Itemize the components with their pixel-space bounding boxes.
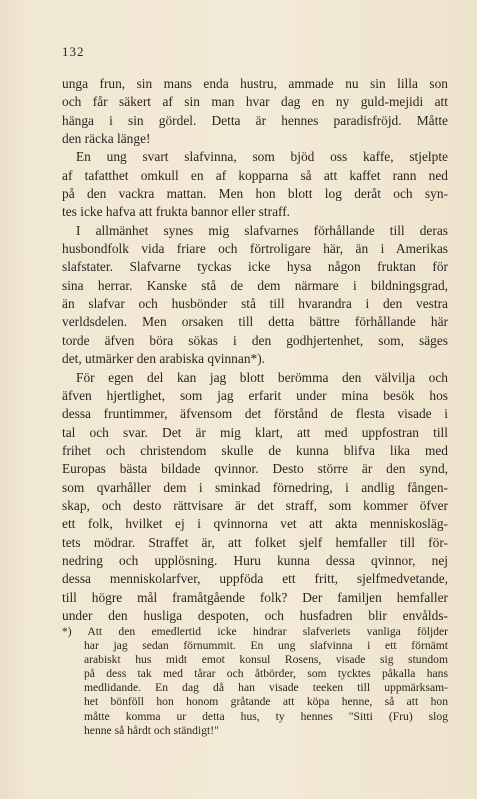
text-line: slafstater. Slafvarne tyckas icke hysa någon fruktan för <box>62 259 448 275</box>
text-line: dessa menniskolarfver, uppföda ett fritt, sjelfmedvetande, <box>62 571 448 587</box>
footnote-line: på dess tak med tårar och åtbörder, som tycktes påkalla hans <box>84 667 448 681</box>
text-line: som qvarhåller dem i sminkad förnedring, i andlig fången- <box>62 479 448 495</box>
text-line: Europas bästa bildade qvinnor. Desto större är den synd, <box>62 461 448 477</box>
text-line: till högre mål framåtgående folk? Der familjen hemfaller <box>62 589 448 605</box>
text-line: ett folk, hvilket ej i qvinnorna vet att akta menniskosläg- <box>62 516 448 532</box>
text-line: och får säkert af sin man hvar dag en ny guld-mejidi att <box>62 94 448 110</box>
text-line: torde äfven böra sökas i den godhjertenhet, som, säges <box>62 332 448 348</box>
text-line: dessa fruntimmer, äfvensom det förstånd de flesta visade i <box>62 406 448 422</box>
text-line: på den vackra mattan. Men hon blott log deråt och syn- <box>62 186 448 202</box>
footnote-line: *) Att den emedlertid icke hindrar slafveriets vanliga följder <box>62 625 448 638</box>
page-number: 132 <box>62 44 85 59</box>
text-line: af tafatthet omkull en af kopparna så att kaffet rann ned <box>62 167 448 183</box>
text-line: sina herrar. Kanske stå de dem närmare i bildningsgrad, <box>62 277 448 293</box>
footnote-line: arabiskt hus midt emot konsul Rosens, visade sig stundom <box>84 653 448 667</box>
text-line: tes icke hafva att frukta bannor eller straff. <box>62 204 291 220</box>
text-line: det, utmärker den arabiska qvinnan*). <box>62 351 266 367</box>
footnote-line: måtte komma ur detta hus, ty hennes "Sitti (Fru) slog <box>84 709 448 723</box>
text-line: husbondfolk vida friare och förtroligare här, än i Amerikas <box>62 241 448 257</box>
text-line: tal och svar. Det är mig klart, att med uppfostran till <box>62 424 448 440</box>
text-line: hänga i sin gördel. Detta är hennes paradisfröjd. Måtte <box>62 112 448 128</box>
main-text-block <box>62 75 448 625</box>
text-line: verldsdelen. Men orsaken till detta bättre förhållande här <box>62 314 448 330</box>
text-line: den räcka länge! <box>62 131 151 147</box>
text-line: En ung svart slafvinna, som bjöd oss kaffe, stjelpte <box>76 149 448 165</box>
text-line: än slafvar och husbönder stå till hvarandra i den vestra <box>62 296 448 312</box>
footnote-line: het bönföll hon honom gråtande att köpa henne, så att hon <box>84 695 448 709</box>
text-line: unga frun, sin mans enda hustru, ammade nu sin lilla son <box>62 76 448 91</box>
text-line: tets mödrar. Straffet är, att folket sjelf hemfaller till för- <box>62 534 448 550</box>
text-line: För egen del kan jag blott berömma den välvilja och <box>76 369 448 385</box>
footnote-line: henne så hårdt och ständigt!" <box>84 723 219 737</box>
text-line: nedring och upplösning. Huru kunna dessa qvinnor, nej <box>62 552 448 568</box>
footnote-block <box>62 625 448 738</box>
text-line: äfven hjertlighet, som jag erfarit under mina besök hos <box>62 387 448 403</box>
text-line: under den husliga despoten, och husfadren blir envålds- <box>62 607 448 623</box>
text-line: skap, och desto rättvisare är det straff, som kommer öfver <box>62 497 448 513</box>
footnote-line: har jag sedan förnummit. En ung slafvinna i ett förnämt <box>84 639 448 653</box>
text-line: frihet och christendom skulle de kunna blifva lika med <box>62 442 448 458</box>
footnote-line: medlidande. En dag då han visade teeken till uppmärksam- <box>84 681 448 695</box>
text-line: I allmänhet synes mig slafvarnes förhållande till deras <box>76 222 448 238</box>
